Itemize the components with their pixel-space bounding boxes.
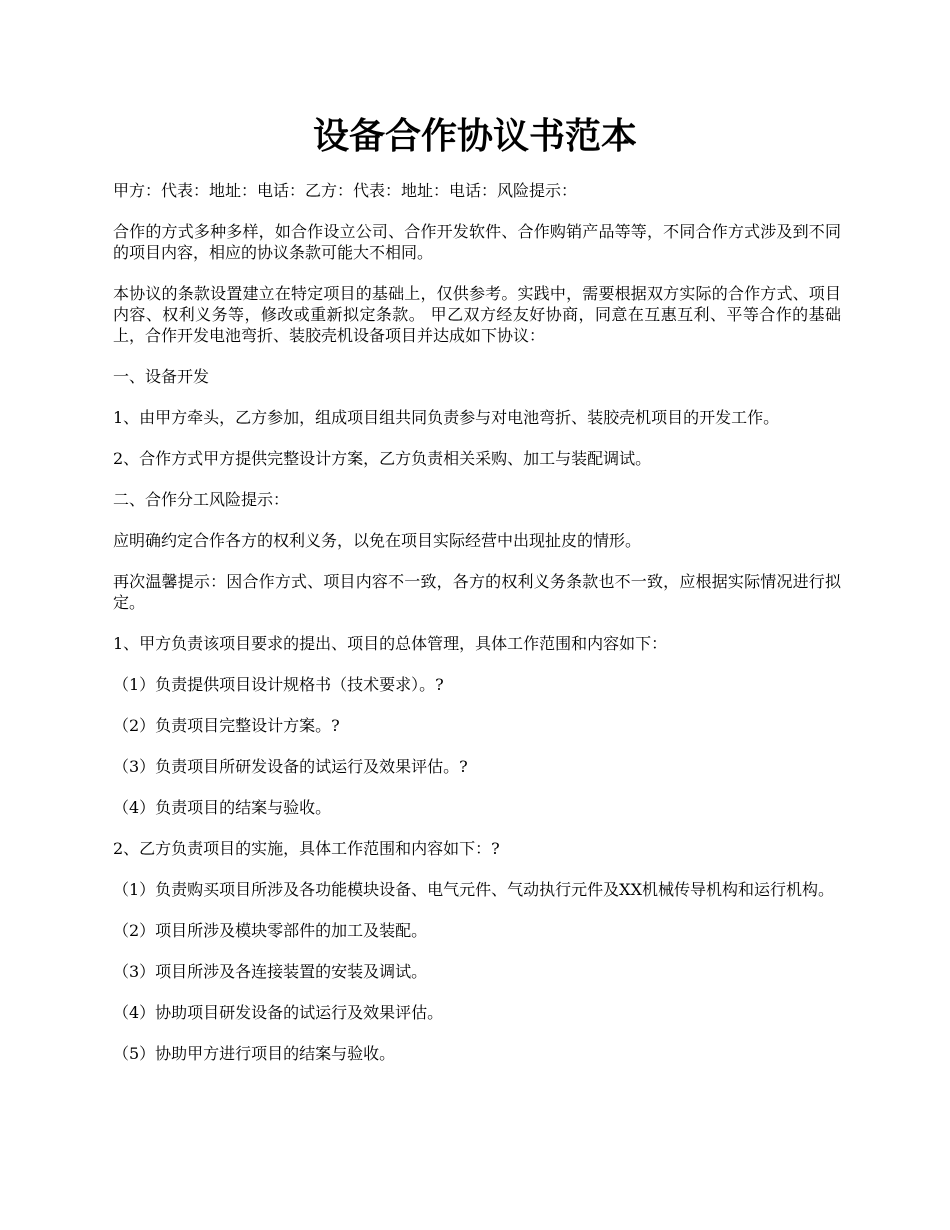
list-item: （2）负责项目完整设计方案。? xyxy=(113,716,340,735)
section-heading-division-of-work: 二、合作分工风险提示： xyxy=(113,490,290,509)
paragraph-clause-basis: 本协议的条款设置建立在特定项目的基础上，仅供参考。实践中，需要根据双方实际的合作方式、项目内容、权利义务等，修改或重新拟定条款。 甲乙双方经友好协商，同意在互惠互利、平等合作的基础上，合作开发电池弯折、装胶壳机设备项目并达成如下协议： xyxy=(113,284,841,345)
paragraph-parties: 甲方：代表：地址：电话：乙方：代表：地址：电话：风险提示： xyxy=(113,181,578,200)
list-item: （5）协助甲方进行项目的结案与验收。 xyxy=(113,1044,396,1063)
list-item: （3）项目所涉及各连接装置的安装及调试。 xyxy=(113,962,428,981)
paragraph-item: 1、由甲方牵头，乙方参加，组成项目组共同负责参与对电池弯折、装胶壳机项目的开发工作。 xyxy=(113,408,780,427)
list-item: （1）负责提供项目设计规格书（技术要求）。? xyxy=(113,675,444,694)
document-title: 设备合作协议书范本 xyxy=(312,115,637,157)
section-heading-equipment-development: 一、设备开发 xyxy=(113,367,210,386)
paragraph-cooperation-methods: 合作的方式多种多样，如合作设立公司、合作开发软件、合作购销产品等等，不同合作方式涉及到不同的项目内容，相应的协议条款可能大不相同。 xyxy=(113,222,841,262)
list-item: （4）负责项目的结案与验收。 xyxy=(113,798,332,817)
paragraph-item: 1、甲方负责该项目要求的提出、项目的总体管理，具体工作范围和内容如下： xyxy=(113,634,668,653)
paragraph-reminder: 再次温馨提示：因合作方式、项目内容不一致，各方的权利义务条款也不一致，应根据实际情况进行拟定。 xyxy=(113,572,841,612)
list-item: （4）协助项目研发设备的试运行及效果评估。 xyxy=(113,1003,444,1022)
list-item: （3）负责项目所研发设备的试运行及效果评估。? xyxy=(113,757,468,776)
paragraph-item: 2、乙方负责项目的实施，具体工作范围和内容如下：? xyxy=(113,839,500,858)
list-item: （1）负责购买项目所涉及各功能模块设备、电气元件、气动执行元件及XX机械传导机构和运行机构。 xyxy=(113,880,834,899)
document-body xyxy=(113,180,841,1084)
list-item: （2）项目所涉及模块零部件的加工及装配。 xyxy=(113,921,428,940)
paragraph-risk-note: 应明确约定合作各方的权利义务，以免在项目实际经营中出现扯皮的情形。 xyxy=(113,531,642,550)
paragraph-item: 2、合作方式甲方提供完整设计方案，乙方负责相关采购、加工与装配调试。 xyxy=(113,449,652,468)
